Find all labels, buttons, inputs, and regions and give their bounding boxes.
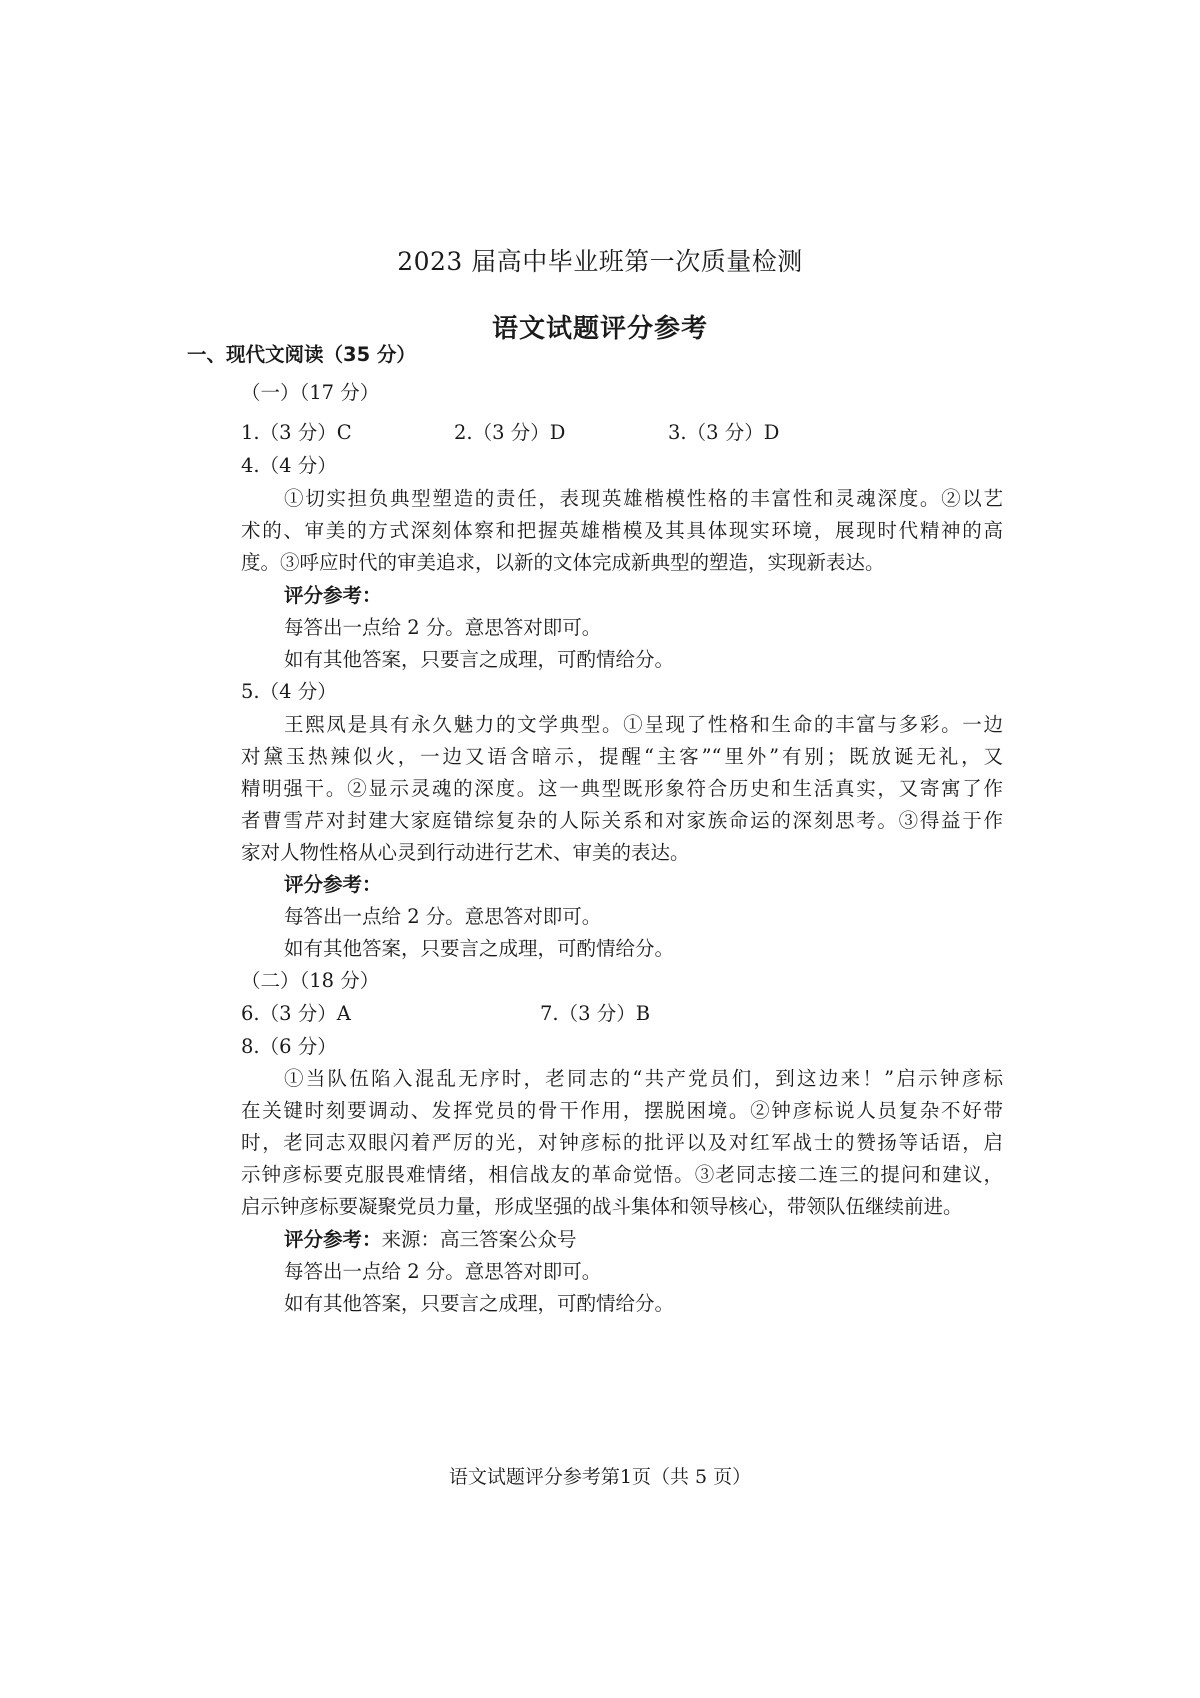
q8-answer-line: 启示钟彦标要凝聚党员力量，形成坚强的战斗集体和领导核心，带领队伍继续前进。 bbox=[241, 1195, 963, 1218]
q5-scoring-label: 评分参考： bbox=[284, 873, 382, 896]
q8-answer-line: 时，老同志双眼闪着严厉的光，对钟彦标的批评以及对红军战士的赞扬等话语，启 bbox=[241, 1131, 1003, 1154]
section-heading-modern-reading: 一、现代文阅读（35 分） bbox=[187, 343, 416, 366]
q8-scoring-row bbox=[284, 1227, 577, 1253]
q5-answer-line: 王熙凤是具有永久魅力的文学典型。①呈现了性格和生命的丰富与多彩。一边 bbox=[284, 713, 1003, 736]
answer-q2: 2.（3 分）D bbox=[454, 421, 566, 444]
question-5-label: 5.（4 分） bbox=[241, 680, 337, 703]
answer-q3: 3.（3 分）D bbox=[668, 421, 780, 444]
q5-answer-line: 者曹雪芹对封建大家庭错综复杂的人际关系和对家族命运的深刻思考。③得益于作 bbox=[241, 809, 1003, 832]
q8-scoring-source: 来源：高三答案公众号 bbox=[381, 1228, 577, 1251]
question-8-label: 8.（6 分） bbox=[241, 1035, 337, 1058]
q4-answer-line: 术的、审美的方式深刻体察和把握英雄楷模及其具体现实环境，展现时代精神的高 bbox=[241, 519, 1003, 542]
answer-q7: 7.（3 分）B bbox=[540, 1002, 651, 1025]
answer-q1 bbox=[241, 420, 352, 446]
q4-answer-line: 度。③呼应时代的审美追求，以新的文体完成新典型的塑造，实现新表达。 bbox=[241, 551, 885, 574]
answer-q1-text: 1.（3 分）C bbox=[241, 421, 352, 444]
part-heading-2: （二）（18 分） bbox=[241, 969, 380, 992]
q8-scoring-rule-2: 如有其他答案，只要言之成理，可酌情给分。 bbox=[284, 1292, 675, 1315]
answer-q6: 6.（3 分）A bbox=[241, 1002, 351, 1025]
q5-answer-line: 精明强干。②显示灵魂的深度。这一典型既形象符合历史和生活真实，又寄寓了作 bbox=[241, 777, 1003, 800]
q8-answer-line: ①当队伍陷入混乱无序时，老同志的“共产党员们，到这边来！”启示钟彦标 bbox=[284, 1067, 1003, 1090]
q8-scoring-rule-1: 每答出一点给 2 分。意思答对即可。 bbox=[284, 1260, 602, 1283]
q4-scoring-label: 评分参考： bbox=[284, 584, 382, 607]
q4-scoring-rule-1: 每答出一点给 2 分。意思答对即可。 bbox=[284, 616, 602, 639]
q5-answer-line: 家对人物性格从心灵到行动进行艺术、审美的表达。 bbox=[241, 841, 690, 864]
q5-scoring-rule-1: 每答出一点给 2 分。意思答对即可。 bbox=[284, 905, 602, 928]
q5-answer-line: 对黛玉热辣似火，一边又语含暗示，提醒“主客”“里外”有别；既放诞无礼，又 bbox=[241, 745, 1003, 768]
q4-answer-line: ①切实担负典型塑造的责任，表现英雄楷模性格的丰富性和灵魂深度。②以艺 bbox=[284, 487, 1003, 510]
q8-answer-line: 示钟彦标要克服畏难情绪，相信战友的革命觉悟。③老同志接二连三的提问和建议， bbox=[241, 1163, 1003, 1186]
q8-answer-line: 在关键时刻要调动、发挥党员的骨干作用，摆脱困境。②钟彦标说人员复杂不好带 bbox=[241, 1099, 1003, 1122]
part-heading-1: （一）（17 分） bbox=[241, 381, 380, 404]
q5-scoring-rule-2: 如有其他答案，只要言之成理，可酌情给分。 bbox=[284, 937, 675, 960]
document-title: 2023 届高中毕业班第一次质量检测 bbox=[397, 247, 803, 276]
q4-scoring-rule-2: 如有其他答案，只要言之成理，可酌情给分。 bbox=[284, 648, 675, 671]
document-subtitle: 语文试题评分参考 bbox=[491, 314, 708, 344]
page-footer: 语文试题评分参考第1页（共 5 页） bbox=[448, 1466, 752, 1488]
question-4-label: 4.（4 分） bbox=[241, 454, 337, 477]
q8-scoring-label: 评分参考： bbox=[284, 1228, 382, 1251]
